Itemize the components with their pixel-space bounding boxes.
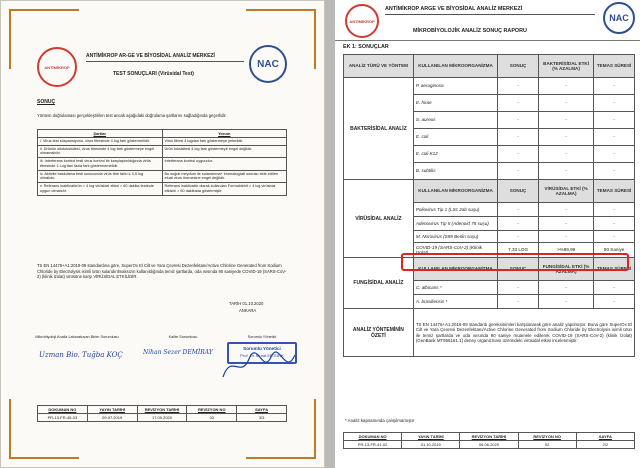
report-date: TARİH 01.10.2020 <box>229 301 264 306</box>
condition-cell: i. Virus test süspansiyonu, virus titresinde 4 log fark göstermelidir. <box>38 138 163 146</box>
covid-organism-cell: COVID-19 (SARS-CoV-2) (Klinik İzolat) <box>413 243 497 258</box>
covid-effect-cell: >%99,99 <box>538 243 593 258</box>
col-header-contact-time: TEMAS SÜRESİ <box>594 258 635 281</box>
time-cell: - <box>594 78 635 95</box>
col-header-result: SONUÇ <box>498 55 539 78</box>
footer-header: REVİZYON TARİHİ <box>137 406 187 414</box>
report-place: ANKARA <box>239 308 257 313</box>
footer-value: PR-13-FR-45-03 <box>38 414 88 422</box>
time-cell: - <box>594 146 635 163</box>
result-cell: - <box>498 281 539 295</box>
footer-value: PR-13-FR-41-02 <box>344 441 402 449</box>
result-cell: - <box>498 231 539 243</box>
bactericidal-label: BAKTERİSİDAL ANALİZ <box>344 78 414 180</box>
title-divider <box>385 14 595 15</box>
time-cell: - <box>594 129 635 146</box>
result-cell: - <box>498 203 539 217</box>
report-title: ANTİMİKROP AR-GE VE BİYOSİDAL ANALİZ MERKEZİ <box>86 53 215 59</box>
result-cell: - <box>498 78 539 95</box>
col-header-effect: BAKTERİSİDAL ETKİ (% AZALMA) <box>538 55 593 78</box>
condition-cell: iii. Interferans kontrol testi virus kontrol ile karşılaştırıldığında virüs titresinde 1 Log'dan fazla fark göstermemelidir. <box>38 158 163 170</box>
footer-header: REVİZYON NO <box>187 406 237 414</box>
organism-cell: A. brasiliensis * <box>413 295 497 309</box>
col-header-comment: Yorum <box>162 130 287 138</box>
col-header-effect: VİRÜSİDAL ETKİ (% AZALMA) <box>538 180 593 203</box>
document-footer <box>343 432 635 449</box>
col-header-organism: KULLANILAN MİKROORGANİZMA <box>413 180 497 203</box>
stamp-name: Prof. Dr. Murat ERTÜRK <box>240 353 284 358</box>
col-header-contact-time: TEMAS SÜRESİ <box>594 55 635 78</box>
nac-logo: NAC <box>249 45 287 83</box>
condition-cell: v. Referans inaktivatörün > 4 log virüsidal etkisi > 60 dakika testinde uygun olmalıdır. <box>38 183 163 195</box>
result-cell: - <box>498 112 539 129</box>
table-row <box>38 145 287 157</box>
time-cell: - <box>594 217 635 231</box>
report-subtitle: TEST SONUÇLARI (Virüsidal Test) <box>113 71 194 77</box>
comment-cell: Bu soğuk meydum ile sulandırma+ kromatografi sonrası elde edilen eluat virus üremesine engel değildir. <box>162 170 287 182</box>
organism-cell: M. Norovirus (S99 Berlin suşu) <box>413 231 497 243</box>
fungicidal-label: FUNGİSİDAL ANALİZ <box>344 258 414 309</box>
organism-cell: B. subtilis <box>413 163 497 180</box>
corner-ornament <box>246 457 316 459</box>
result-cell: - <box>498 146 539 163</box>
comment-cell: Referans inaktivatör olarak kullanılan Formaldehit > 4 log virüsidal etkisini > 60 dakikada göstermiştir. <box>162 183 287 195</box>
signatory-1-role: Mikrobiyoloji Analiz Laboratuvarı Birim Sorumlusu <box>35 335 119 339</box>
col-header-organism: KULLANILAN MİKROORGANİZMA <box>413 258 497 281</box>
time-cell: - <box>594 295 635 309</box>
time-cell: - <box>594 231 635 243</box>
corner-ornament <box>9 457 79 459</box>
organism-cell: E. hirae <box>413 95 497 112</box>
covid-highlight <box>401 253 629 271</box>
condition-cell: iv. Aktivite baskılama testi sonucunda virüs titre farkı ≤ 0,5 log olmalıdır. <box>38 170 163 182</box>
organism-cell: C. albicans * <box>413 281 497 295</box>
nac-logo: NAC <box>603 2 635 34</box>
table-row <box>38 158 287 170</box>
effect-cell: - <box>538 146 593 163</box>
organism-cell: P. aeruginosa <box>413 78 497 95</box>
footer-value: 01.10.2019 <box>402 441 460 449</box>
footer-header: DOKUMAN NO <box>344 433 402 441</box>
col-header-effect: FUNGİSİDAL ETKİ (% AZALMA) <box>538 258 593 281</box>
signature-1: Uzman Bio. Tuğba KOÇ <box>39 351 123 359</box>
report-subtitle: MİKROBİYOLOJİK ANALİZ SONUÇ RAPORU <box>413 28 527 34</box>
virucidal-label: VİRÜSİDAL ANALİZ <box>344 180 414 258</box>
comment-cell: Interferans kontrol uygundur. <box>162 158 287 170</box>
col-header-result: SONUÇ <box>498 180 539 203</box>
intro-text: Yöntem doğrulaması gerçekleştirilen test ancak aşağıdaki doğrulama şartlarını sağladığında geçerlidir. <box>37 113 227 118</box>
effect-cell: - <box>538 95 593 112</box>
footer-header: YAYIN TARİHİ <box>87 406 137 414</box>
comment-cell: Ürün toksisitesi 4 log fark göstermeye engel değildir. <box>162 145 287 157</box>
footer-value: 3/3 <box>237 414 287 422</box>
footer-value: 09.07.2019 <box>87 414 137 422</box>
corner-ornament <box>9 399 11 459</box>
effect-cell: - <box>538 295 593 309</box>
table-row <box>38 138 287 146</box>
footer-header: SAYFA <box>237 406 287 414</box>
col-header-contact-time: TEMAS SÜRESİ <box>594 180 635 203</box>
time-cell: - <box>594 281 635 295</box>
result-cell: - <box>498 129 539 146</box>
corner-ornament <box>246 9 316 11</box>
organism-cell: S. aureus <box>413 112 497 129</box>
effect-cell: - <box>538 281 593 295</box>
table-row <box>38 170 287 182</box>
footnote: * Analiz kapsamında çalışılmamıştır <box>345 418 415 423</box>
antimikrop-logo: ANTİMİKROP <box>37 47 77 87</box>
organism-cell: E. coli K12 <box>413 146 497 163</box>
corner-ornament <box>9 9 79 11</box>
effect-cell: - <box>538 231 593 243</box>
conclusion-text: TS EN 14476+A1:2019-09 standardına göre, SuperOx El Cilt ve Yara Çevresi Dezenfektanı/Active Chlorine Generated from Sodium Chloride by Electrolysis isimli ürün sulandırılmaksızın kullanıldığında temiz şartlarda, oda ısısında 90 saniyede COVID-19 (SARS-CoV-2) (klinik izolat) virüsüne karşı VİRÜSİDAL ETKİLİDİR. <box>37 263 287 280</box>
covid-time-cell: 90 Saniye <box>594 243 635 258</box>
summary-label: ANALİZ YÖNTEMİNİN ÖZETİ <box>344 309 414 357</box>
time-cell: - <box>594 203 635 217</box>
signatory-3-role: Sorumlu Yönetici <box>247 335 277 339</box>
footer-header: REVİZYON TARİHİ <box>460 433 518 441</box>
effect-cell: - <box>538 203 593 217</box>
result-cell: - <box>498 95 539 112</box>
col-header-result: SONUÇ <box>498 258 539 281</box>
title-divider <box>86 61 244 62</box>
effect-cell: - <box>538 217 593 231</box>
signature-3 <box>219 349 299 383</box>
organism-cell: Poliovirus Tip 1 (LSc 2ab suşu) <box>413 203 497 217</box>
report-page-2 <box>334 0 640 468</box>
footer-header: DOKUMAN NO <box>38 406 88 414</box>
table-row <box>38 183 287 195</box>
result-cell: - <box>498 295 539 309</box>
condition-cell: ii. Ürünün sitotoksisitesi, virus titresinde 4 log fark göstermeye engel olmamalıdır. <box>38 145 163 157</box>
comment-cell: Virus titresi 4 logdan fark göstermeye yeterlidir. <box>162 138 287 146</box>
summary-text: TS EN 14476+A1:2016-09 standardı gereksinimleri karşılanarak göre analiz yapılmıştır. Buna göre SuperOx El Cilt ve Yara Çevresi Dezenfektanı/Active Chlorine Generated from Sodium Chloride by Electrolysis isimli ürün ile temiz şartlarda ve oda ısısında 90 saniye muamele edilerek COVID-19 (SARS-CoV-2) (klinik İzolat) (GenBank MT956161.1) deney organizması üzerindeki virüsidal etkisi incelenmiştir. <box>413 309 634 357</box>
covid-result-cell: 7,33 LOG <box>498 243 539 258</box>
footer-header: YAYIN TARİHİ <box>402 433 460 441</box>
antimikrop-logo: ANTİMİKROP <box>345 4 379 38</box>
time-cell: - <box>594 112 635 129</box>
time-cell: - <box>594 163 635 180</box>
organism-cell: Adenovirüs Tip 5 (Adenoid 75 suşu) <box>413 217 497 231</box>
footer-header: SAYFA <box>576 433 634 441</box>
document-footer <box>37 405 287 422</box>
effect-cell: - <box>538 129 593 146</box>
organism-cell: E. coli <box>413 129 497 146</box>
header-divider <box>335 40 640 41</box>
signature-2: Nihan Sezer DEMİRAY <box>143 349 213 356</box>
result-cell: - <box>498 163 539 180</box>
corner-ornament <box>314 9 316 69</box>
corner-ornament <box>9 9 11 69</box>
section-heading: SONUÇ <box>37 99 56 105</box>
effect-cell: - <box>538 163 593 180</box>
col-header-organism: KULLANILAN MİKROORGANİZMA <box>413 55 497 78</box>
col-header-analysis: ANALİZ TÜRÜ VE YÖNTEM <box>344 55 414 78</box>
footer-value: 2/2 <box>576 441 634 449</box>
footer-value: 17.09.2020 <box>137 414 187 422</box>
corner-ornament <box>314 399 316 459</box>
effect-cell: - <box>538 78 593 95</box>
footer-header: REVİZYON NO <box>518 433 576 441</box>
report-title: ANTİMİKROP ARGE VE BİYOSİDAL ANALİZ MERKEZİ <box>385 6 523 12</box>
section-heading: EK 1: SONUÇLAR <box>343 44 389 50</box>
stamp-title: Sorumlu Yönetici <box>243 346 281 351</box>
time-cell: - <box>594 95 635 112</box>
col-header-condition: Şartlar <box>38 130 163 138</box>
footer-value: 03 <box>187 414 237 422</box>
footer-value: 02 <box>518 441 576 449</box>
effect-cell: - <box>538 112 593 129</box>
results-table <box>343 54 635 357</box>
signatory-2-role: Kalite Sorumlusu <box>168 335 198 339</box>
footer-value: 06.06.2020 <box>460 441 518 449</box>
conditions-table <box>37 129 287 196</box>
result-cell: - <box>498 217 539 231</box>
